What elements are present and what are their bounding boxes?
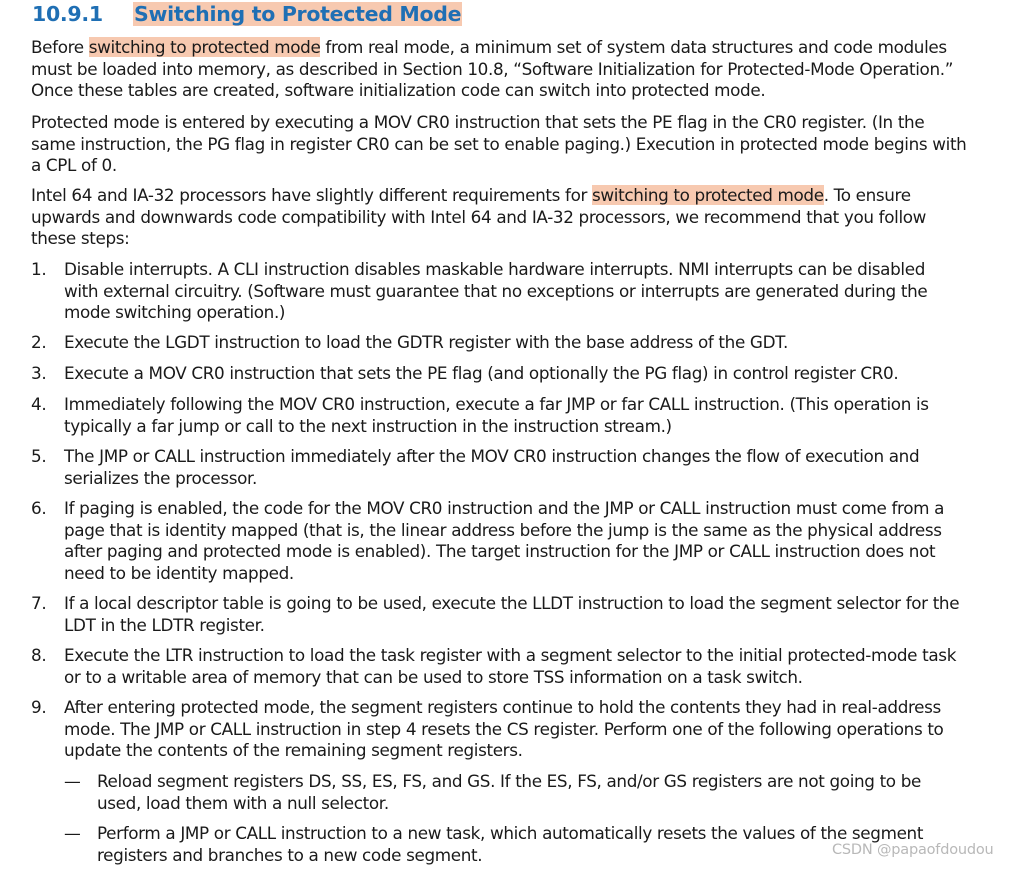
paragraph-line: a CPL of 0. (31, 155, 117, 175)
search-highlight: switching to protected mode (592, 185, 824, 205)
step-number: 9. (31, 697, 47, 717)
step-line: typically a far jump or call to the next instruction in the instruction stream.) (64, 415, 672, 436)
step-line: The JMP or CALL instruction immediately after the MOV CR0 instruction changes the flow of execution and (64, 446, 920, 466)
step-number: 5. (31, 446, 47, 466)
step-text (64, 332, 788, 354)
step-line: LDT in the LDTR register. (64, 614, 265, 635)
paragraph-intro (31, 37, 1021, 102)
paragraph-line: upwards and downwards code compatibility with Intel 64 and IA-32 processors, we recommend that you follow (31, 206, 927, 227)
paragraph-line (31, 185, 1021, 207)
section-heading (32, 2, 462, 30)
step-number: 2. (31, 332, 47, 352)
paragraph-requirements (31, 185, 1021, 250)
step-text (64, 394, 929, 437)
paragraph-line: these steps: (31, 228, 130, 248)
paragraph-entry (31, 112, 1021, 177)
dash-bullet: — (64, 823, 81, 843)
step-line: or to a writable area of memory that can be used to store TSS information on a task switch. (64, 666, 803, 687)
step-line: If a local descriptor table is going to be used, execute the LLDT instruction to load the segment selector for the (64, 593, 960, 613)
step-line: with external circuitry. (Software must guarantee that no exceptions or interrupts are generated during the (64, 280, 928, 301)
step-line: Execute the LGDT instruction to load the GDTR register with the base address of the GDT. (64, 332, 789, 352)
step-text (64, 363, 898, 385)
step-line: page that is identity mapped (that is, the linear address before the jump is the same as the physical address (64, 519, 942, 540)
step-line: Execute a MOV CR0 instruction that sets the PE flag (and optionally the PG flag) in control register CR0. (64, 363, 899, 383)
step-number: 3. (31, 363, 47, 383)
step-line: Disable interrupts. A CLI instruction disables maskable hardware interrupts. NMI interrupts can be disabled (64, 259, 926, 279)
step-text (64, 446, 919, 489)
section-title: Switching to Protected Mode (134, 2, 462, 26)
step-number: 8. (31, 645, 47, 665)
step-line: mode. The JMP or CALL instruction in step 4 resets the CS register. Perform one of the following operations to (64, 718, 944, 739)
paragraph-line: Protected mode is entered by executing a MOV CR0 instruction that sets the PE flag in the CR0 register. (In the (31, 112, 925, 132)
step-line: If paging is enabled, the code for the MOV CR0 instruction and the JMP or CALL instruction must come from a (64, 498, 945, 518)
step-number: 6. (31, 498, 47, 518)
search-highlight: switching to protected mode (88, 37, 321, 57)
sub-step-line: used, load them with a null selector. (97, 792, 389, 813)
step-line: after paging and protected mode is enabled). The target instruction for the JMP or CALL instruction does not (64, 541, 936, 561)
step-number: 4. (31, 394, 47, 414)
step-text (64, 593, 959, 636)
text-run: . To ensure (823, 185, 911, 205)
paragraph-line: same instruction, the PG flag in register CR0 can be set to enable paging.) Execution in protected mode begins with (31, 133, 967, 154)
section-number: 10.9.1 (32, 2, 103, 26)
step-number: 7. (31, 593, 47, 613)
paragraph-line (31, 37, 1021, 59)
sub-step-text (97, 823, 923, 866)
watermark: CSDN @papaofdoudou (832, 842, 994, 858)
text-run: from real mode, a minimum set of system data structures and code modules (320, 37, 947, 57)
step-text (64, 697, 943, 762)
step-line: Immediately following the MOV CR0 instruction, execute a far JMP or far CALL instruction. (This operation is (64, 394, 929, 414)
paragraph-line: Once these tables are created, software initialization code can switch into protected mode. (31, 80, 766, 100)
step-text (64, 498, 944, 584)
step-line: update the contents of the remaining segment registers. (64, 740, 523, 760)
step-line: need to be identity mapped. (64, 562, 294, 583)
step-line: serializes the processor. (64, 467, 258, 488)
step-number: 1. (31, 259, 47, 279)
step-line: Execute the LTR instruction to load the task register with a segment selector to the initial protected-mode task (64, 645, 957, 665)
step-line: mode switching operation.) (64, 302, 286, 322)
step-text (64, 259, 927, 324)
step-text (64, 645, 956, 688)
dash-bullet: — (64, 771, 81, 791)
paragraph-line: must be loaded into memory, as described in Section 10.8, “Software Initialization for Protected-Mode Operation.” (31, 58, 954, 79)
text-run: Intel 64 and IA-32 processors have slightly different requirements for (31, 185, 593, 205)
text-run: Before (31, 37, 89, 57)
sub-step-text (97, 771, 921, 814)
sub-step-line: Perform a JMP or CALL instruction to a new task, which automatically resets the values of the segment (97, 823, 924, 843)
step-line: After entering protected mode, the segment registers continue to hold the contents they had in real-address (64, 697, 941, 717)
sub-step-line: Reload segment registers DS, SS, ES, FS, and GS. If the ES, FS, and/or GS registers are not going to be (97, 771, 921, 791)
sub-step-line: registers and branches to a new code segment. (97, 844, 483, 865)
